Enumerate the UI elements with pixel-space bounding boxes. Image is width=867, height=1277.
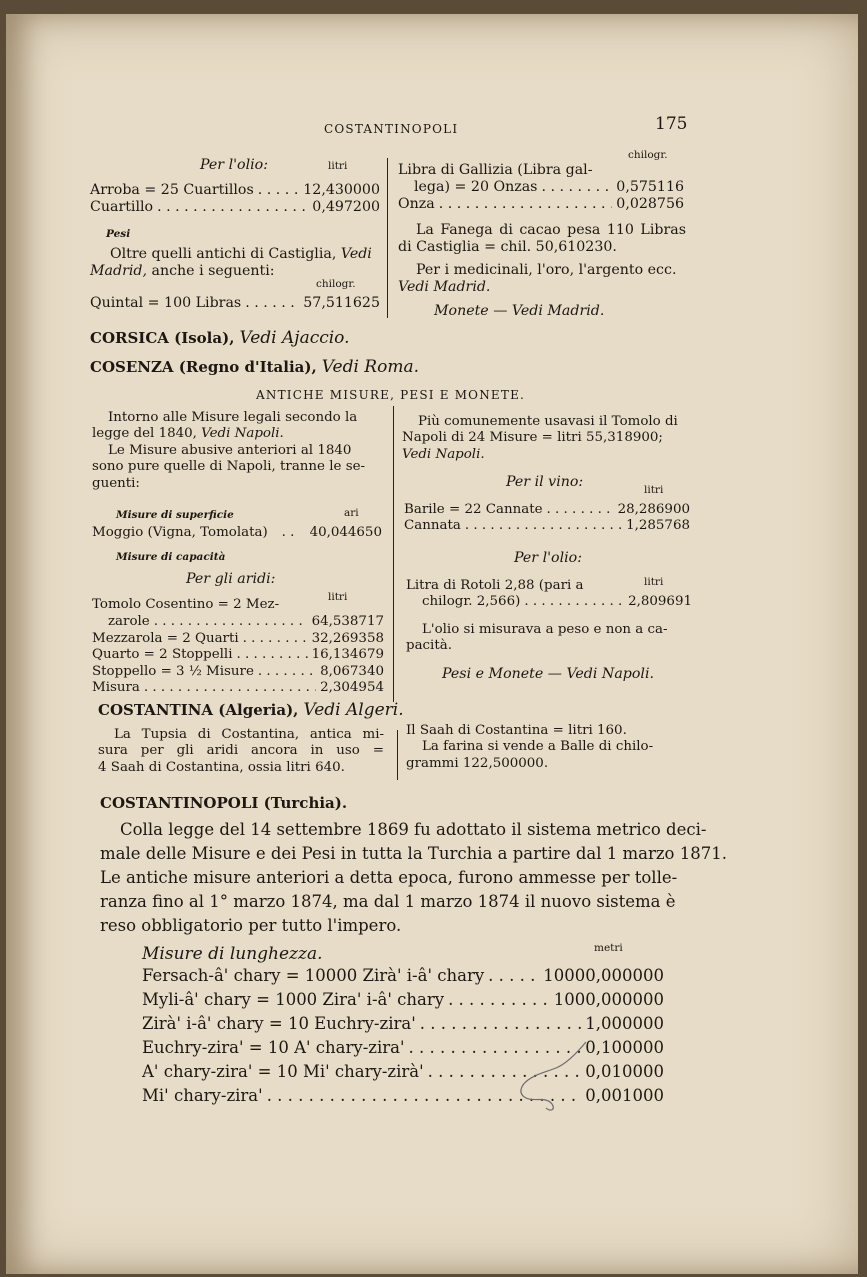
column-rule	[387, 158, 388, 318]
column-rule-3	[397, 730, 398, 780]
table-row: Arroba = 25 Cuartillos . . . 12,430000	[90, 182, 380, 199]
libra-line-1: Libra di Gallizia (Libra gal-	[398, 162, 593, 178]
table-row: Misura . . . 2,304954	[92, 680, 384, 696]
table-row: Myli-â' chary = 1000 Zira' i-â' chary . . . 1000,000000	[142, 988, 664, 1012]
table-row: Cannata . . . 1,285768	[404, 518, 690, 534]
column-rule-2	[393, 406, 394, 702]
aridi-table	[92, 631, 384, 697]
pencil-mark	[506, 1034, 596, 1114]
cosenza-entry: COSENZA (Regno d'Italia), Vedi Roma.	[90, 357, 419, 377]
pesi-text-2: Madrid, anche i seguenti:	[90, 263, 275, 279]
lunghezza-heading: Misure di lunghezza.	[142, 944, 323, 964]
olio-text: L'olio si misurava a peso e non a ca- pacità.	[406, 622, 668, 654]
vedi-madrid: Vedi Madrid.	[398, 279, 491, 295]
table-row: Quarto = 2 Stoppelli . . . 16,134679	[92, 647, 384, 663]
corsica-entry: CORSICA (Isola), Vedi Ajaccio.	[90, 328, 350, 348]
vino-heading: Per il vino:	[506, 474, 584, 490]
unit-metri: metri	[594, 942, 623, 954]
unit-litri: litri	[328, 160, 348, 172]
table-row: Stoppello = 3 ½ Misure . . . 8,067340	[92, 664, 384, 680]
table-row: Cuartillo . . . 0,497200	[90, 199, 380, 216]
unit-chilogr-right: chilogr.	[628, 149, 668, 161]
running-header: COSTANTINOPOLI	[324, 122, 459, 136]
vino-table	[404, 502, 690, 535]
unit-ari: ari	[344, 507, 359, 519]
fanega-text: La Fanega di cacao pesa 110 Libras di Castiglia = chil. 50,610230.	[398, 222, 686, 255]
pesi-monete-line: Pesi e Monete — Vedi Napoli.	[442, 666, 654, 682]
table-row: Mi' chary-zira' . . . 0,001000	[142, 1084, 664, 1108]
capacita-heading: Misure di capacità	[116, 551, 226, 563]
quintal-row: Quintal = 100 Libras . . . 57,511625	[90, 295, 380, 312]
costantinopoli-paragraph: Colla legge del 14 settembre 1869 fu adottato il sistema metrico deci- male delle Misure e dei Pesi in tutta la Turchia a partire dal 1 marzo 1871. Le antiche misure anteriori a detta epoca, furono ammesse per tolle- ranza fino al 1° marzo 1874, ma dal 1 marzo 1874 il nuovo sistema è reso obbligatorio per tutto l'impero.	[100, 820, 727, 935]
table-row: Euchry-zira' = 10 A' chary-zira' . . . 0,100000	[142, 1036, 664, 1060]
olio-heading: Per l'olio:	[514, 550, 582, 566]
table-row: Zirà' i-â' chary = 10 Euchry-zira' . . . 1,000000	[142, 1012, 664, 1036]
per-olio-heading: Per l'olio:	[200, 157, 268, 173]
litra-line: Litra di Rotoli 2,88 (pari a	[406, 578, 584, 593]
costantinopoli-heading: COSTANTINOPOLI (Turchia).	[100, 794, 348, 812]
costantina-right: Il Saah di Costantina = litri 160. La farina si vende a Balle di chilo- grammi 122,500000.	[406, 723, 654, 771]
tomolo-line: Tomolo Cosentino = 2 Mez-	[92, 597, 280, 612]
page-number: 175	[655, 114, 688, 134]
pesi-text-1: Oltre quelli antichi di Castiglia, Vedi	[110, 246, 372, 262]
table-row: A' chary-zira' = 10 Mi' chary-zirà' . . . 0,010000	[142, 1060, 664, 1084]
litra-row: chilogr. 2,566) . . . 2,809691	[422, 594, 692, 610]
monete-line: Monete — Vedi Madrid.	[434, 303, 605, 319]
costantina-left: La Tupsia di Costantina, antica mi- sura per gli aridi ancora in uso = 4 Saah di Costantina, ossia litri 640.	[98, 727, 384, 775]
cosenza-subtitle: ANTICHE MISURE, PESI E MONETE.	[256, 388, 526, 402]
libra-row: lega) = 20 Onzas . . . 0,575116	[414, 179, 684, 196]
unit-litri-4: litri	[644, 576, 664, 588]
pesi-heading: Pesi	[106, 228, 131, 240]
book-page	[6, 14, 858, 1274]
table-row: Mezzarola = 2 Quarti . . . 32,269358	[92, 631, 384, 647]
unit-litri-2: litri	[328, 591, 348, 603]
medicinali-text: Per i medicinali, l'oro, l'argento ecc.	[416, 262, 677, 278]
superficie-heading: Misure di superficie	[116, 509, 234, 521]
table-row: Barile = 22 Cannate . . . 28,286900	[404, 502, 690, 518]
tomolo-row: zarole . . . 64,538717	[108, 614, 384, 630]
cosenza-right-intro: Più comunemente usavasi il Tomolo di Napoli di 24 Misure = litri 55,318900; Vedi Napoli.	[402, 414, 678, 462]
unit-litri-3: litri	[644, 484, 664, 496]
aridi-heading: Per gli aridi:	[186, 571, 276, 587]
moggio-row: Moggio (Vigna, Tomolata) . . . 40,044650	[92, 525, 382, 541]
unit-chilogr: chilogr.	[316, 278, 356, 290]
onza-row: Onza . . . 0,028756	[398, 196, 684, 213]
table-row: Fersach-â' chary = 10000 Zirà' i-â' chary . . . 10000,000000	[142, 964, 664, 988]
olio-table	[90, 182, 380, 216]
costantina-entry: COSTANTINA (Algeria), Vedi Algeri.	[98, 700, 404, 720]
cosenza-intro: Intorno alle Misure legali secondo la legge del 1840, Vedi Napoli. Le Misure abusive anteriori al 1840 sono pure quelle di Napoli, tranne le se- guenti:	[92, 410, 366, 491]
